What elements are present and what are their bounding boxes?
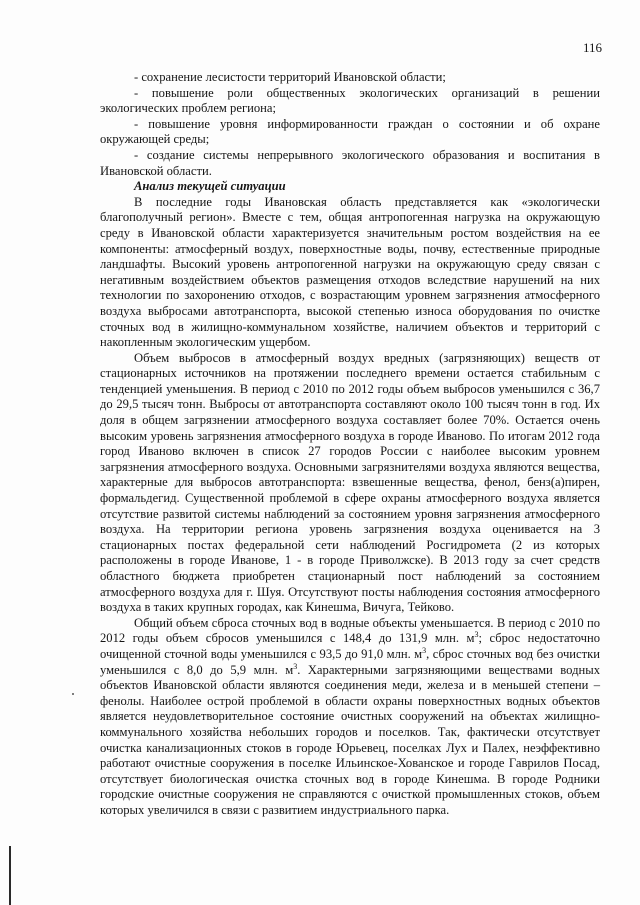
paragraph-wastewater bbox=[100, 616, 600, 819]
scan-speck bbox=[72, 693, 74, 695]
goals-list bbox=[100, 70, 600, 179]
paragraph-air-emissions: Объем выбросов в атмосферный воздух вредных (загрязняющих) веществ от стационарных источников на протяжении последнего времени остается стабильным с тенденцией уменьшения. В период с 2010 по 2012 годы объем выбросов уменьшился с 36,7 до 29,5 тысяч тонн. Выбросы от автотранспорта составляют около 100 тысяч тонн в год. Их доля в общем загрязнении атмосферного воздуха составляет более 70%. Остается очень высоким уровень загрязнения атмосферного воздуха в городе Иваново. По итогам 2012 года город Иваново включен в список 27 городов России с наиболее высоким уровнем загрязнения атмосферного воздуха. Основными загрязнителями воздуха являются вещества, характерные для выбросов автотранспорта: взвешенные вещества, фенол, бенз(а)пирен, формальдегид. Существенной проблемой в сфере охраны атмосферного воздуха является отсутствие развитой системы наблюдений за состоянием уровня загрязнения атмосферного воздуха. На территории региона уровень загрязнения воздуха оценивается на 3 стационарных постах федеральной сети наблюдений Росгидромета (2 из которых расположены в городе Иванове, 1 - в городе Приволжске). В 2013 году за счет средств областного бюджета приобретен стационарный пост наблюдений за состоянием атмосферного воздуха для г. Шуя. Отсутствуют посты наблюдения состояния атмосферного воздуха в таких крупных городах, как Кинешма, Вичуга, Тейково. bbox=[100, 350, 600, 615]
wastewater-text-4: . Характерными загрязняющими веществами водных объектов Ивановской области являются соединения меди, железа и в меньшей степени – фенолы. Наиболее острой проблемой в области охраны поверхностных водных объектов является неудовлетворительное состояние очистных сооружений на объектах жилищно-коммунального хозяйства небольших городов и поселков. Так, фактически отсутствует очистка канализационных стоков в городе Юрьевец, поселках Лух и Палех, неэффективно работают очистные сооружения в поселке Ильинское-Хованское и городе Гаврилов Посад, отсутствует биологическая очистка сточных вод в городе Кинешма. В городе Родники городские очистные сооружения не справляются с очисткой промышленных стоков, объем которых увеличился в связи с развитием индустриального парка. bbox=[100, 662, 600, 817]
list-item: - создание системы непрерывного экологического образования и воспитания в Ивановской области. bbox=[100, 147, 600, 178]
unit-exponent: 3 bbox=[422, 645, 427, 655]
scan-margin-line bbox=[9, 846, 11, 905]
page-number: 116 bbox=[582, 40, 602, 55]
unit-exponent: 3 bbox=[474, 630, 479, 640]
unit-exponent: 3 bbox=[293, 661, 298, 671]
wastewater-text-1: Общий объем сброса сточных вод в водные объекты уменьшается. В период с 2010 по 2012 годы объем сбросов уменьшился с 148,4 до 131,9 млн. м bbox=[100, 615, 600, 646]
section-heading: Анализ текущей ситуации bbox=[134, 179, 286, 194]
paragraph-overview: В последние годы Ивановская область представляется как «экологически благополучный регион». Вместе с тем, общая антропогенная нагрузка на окружающую среду в Ивановской области характеризуется значительным ростом воздействия на ее компоненты: атмосферный воздух, поверхностные воды, почву, естественные природные ландшафты. Высокий уровень антропогенной нагрузки на окружающую среду связан с негативным воздействием объектов размещения отходов вследствие нарушений на них технологии по захоронению отходов, с возрастающим уровнем загрязнения атмосферного воздуха выбросами автотранспорта, высокой степенью износа оборудования по очистке сточных вод в жилищно-коммунальном хозяйстве, наличием объектов и территорий с накопленным экологическим ущербом. bbox=[100, 194, 600, 350]
list-item: - сохранение лесистости территорий Ивановской области; bbox=[134, 70, 446, 84]
wastewater-text-3: , сброс сточных вод без очистки уменьшился с 8,0 до 5,9 млн. м bbox=[100, 646, 600, 677]
list-item: - повышение роли общественных экологических организаций в решении экологических проблем региона; bbox=[100, 85, 600, 116]
page-content bbox=[100, 70, 600, 819]
list-item: - повышение уровня информированности граждан о состоянии и об охране окружающей среды; bbox=[100, 116, 600, 147]
wastewater-text-2: ; сброс недостаточно очищенной сточной воды уменьшился с 93,5 до 91,0 млн. м bbox=[100, 631, 600, 661]
